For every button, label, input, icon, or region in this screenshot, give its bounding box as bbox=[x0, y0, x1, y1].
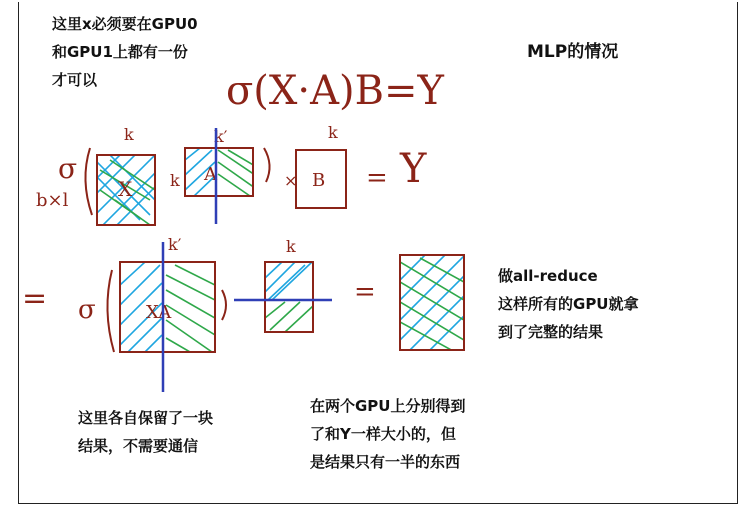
times-sign: × bbox=[284, 171, 298, 190]
paren-right bbox=[222, 290, 226, 320]
label-k-prime: k′ bbox=[168, 235, 182, 254]
a-label: A bbox=[158, 302, 172, 323]
label-k: k bbox=[286, 237, 296, 256]
note-line: 结果，不需要通信 bbox=[78, 437, 199, 455]
x-label: X bbox=[146, 302, 159, 323]
label-bxl: b×l bbox=[36, 190, 69, 211]
y-matrix bbox=[400, 255, 464, 350]
b2-matrix-hatch bbox=[265, 262, 313, 332]
y-matrix-hatch bbox=[400, 255, 464, 352]
note-line: 在两个GPU上分别得到 bbox=[310, 397, 466, 415]
sigma-symbol: σ bbox=[78, 295, 96, 325]
note-line: 才可以 bbox=[52, 71, 98, 89]
label-k-prime: k′ bbox=[214, 127, 228, 146]
equals-sign: = bbox=[22, 281, 48, 316]
diagram-title: MLP的情况 bbox=[527, 42, 619, 62]
xa-label bbox=[146, 302, 172, 323]
top-formula: σ(X·A)B=Y bbox=[226, 68, 444, 114]
note-line: 到了完整的结果 bbox=[498, 323, 604, 341]
b-label: B bbox=[312, 170, 326, 191]
paren-left bbox=[107, 270, 114, 352]
label-k: k bbox=[328, 123, 338, 142]
note-line: 和GPU1上都有一份 bbox=[52, 43, 188, 61]
note-line: 做all-reduce bbox=[498, 267, 598, 285]
sigma-symbol: σ bbox=[58, 152, 78, 185]
a-matrix-hatch bbox=[185, 148, 255, 198]
label-k-times: k bbox=[170, 171, 180, 190]
paren-left bbox=[85, 148, 92, 215]
equals-sign: = bbox=[354, 277, 376, 307]
note-line: 这样所有的GPU就拿 bbox=[498, 295, 639, 313]
note-line: 了和Y一样大小的，但 bbox=[310, 425, 456, 443]
a-label: A bbox=[204, 164, 217, 185]
equals-sign: = bbox=[366, 163, 388, 193]
label-k: k bbox=[124, 125, 134, 144]
note-line: 是结果只有一半的东西 bbox=[310, 453, 461, 471]
y-label: Y bbox=[400, 146, 427, 192]
a-matrix bbox=[185, 148, 253, 196]
note-line: 这里x必须要在GPU0 bbox=[52, 15, 198, 33]
x-label: X bbox=[118, 177, 133, 201]
note-line: 这里各自保留了一块 bbox=[78, 409, 214, 427]
paren-right bbox=[264, 148, 270, 182]
